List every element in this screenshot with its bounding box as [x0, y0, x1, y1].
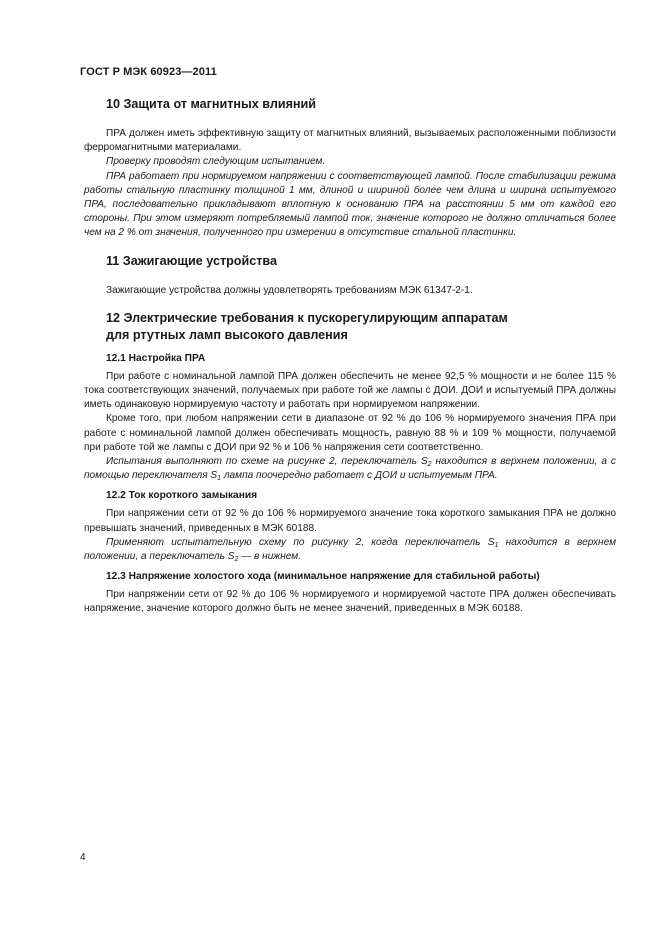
section-12-heading-line-2: для ртутных ламп высокого давления [106, 327, 348, 342]
standard-header: ГОСТ Р МЭК 60923—2011 [80, 66, 217, 78]
section-10-heading: 10 Защита от магнитных влияний [106, 97, 317, 111]
subsection-12-3-heading: 12.3 Напряжение холостого хода (минимальное напряжение для стабильной работы) [106, 571, 540, 583]
page-content [84, 96, 616, 617]
subsection-12-1-paragraph-2: Кроме того, при любом напряжении сети в диапазоне от 92 % до 106 % нормируемого значения ПРА при работе с номинальной лампой должен обеспечивать мощность, равную 88 % и 109 % мощности, получаемой при работе той же лампы с ДОИ при 92 % и 106 % напряжения сети соответственно. [84, 413, 616, 453]
subsection-12-1-paragraph-3: Испытания выполняют по схеме на рисунке 2, переключатель $S_2$ находится в верхнем положении, а с помощью переключателя $S_1$ лампа поочередно работает с ДОИ и испытуемым ПРА. [84, 456, 616, 483]
page-number: 4 [80, 852, 86, 863]
section-10-paragraph-1: ПРА должен иметь эффективную защиту от магнитных влияний, вызываемых расположенными поблизости ферромагнитными материалами. [84, 128, 616, 154]
section-11-paragraph-1: Зажигающие устройства должны удовлетворять требованиям МЭК 61347-2-1. [106, 284, 473, 296]
subsection-12-2-paragraph-1: При напряжении сети от 92 % до 106 % нормируемого значение тока короткого замыкания ПРА не должно превышать значений, приведенных в МЭК 60188. [84, 508, 616, 534]
subsection-12-2-heading: 12.2 Ток короткого замыкания [106, 490, 258, 502]
subsection-12-1-paragraph-1: При работе с номинальной лампой ПРА должен обеспечить не менее 92,5 % мощности и не более 115 % тока соответствующих значений, получаемых при работе той же лампы с ДОИ. ДОИ и испытуемый ПРА должны иметь одинаковую нормируемую частоту и работать при нормируемом напряжении. [84, 370, 616, 411]
section-10-paragraph-2: Проверку проводят следующим испытанием. [106, 156, 326, 168]
subsection-12-2-paragraph-2: Применяют испытательную схему по рисунку 2, когда переключатель $S_1$ находится в верхнем положении, а переключатель $S_2$ — в нижнем. [84, 536, 616, 564]
section-12-heading-line-1: 12 Электрические требования к пускорегулирующим аппаратам [106, 310, 508, 325]
section-11-heading: 11 Зажигающие устройства [106, 253, 277, 268]
section-10-paragraph-3: ПРА работает при нормируемом напряжении с соответствующей лампой. После стабилизации режима работы стальную пластинку толщиной 1 мм, длиной и шириной более чем длина и ширина испытуемого ПРА, последовательно прикладывают вплотную к основанию ПРА на расстоянии 5 мм от каждой его стороны. При этом измеряют потребляемый лампой ток, значение которого не должно отличаться более чем на 2 % от значения, полученного при измерении в отсутствие стальной пластинки. [84, 170, 616, 239]
subsection-12-3-paragraph-1: При напряжении сети от 92 % до 106 % нормируемого и нормируемой частоте ПРА должен обеспечивать напряжение, значение которого должно быть не менее значений, приведенных в МЭК 60188. [84, 589, 616, 615]
subsection-12-1-heading: 12.1 Настройка ПРА [106, 352, 206, 364]
